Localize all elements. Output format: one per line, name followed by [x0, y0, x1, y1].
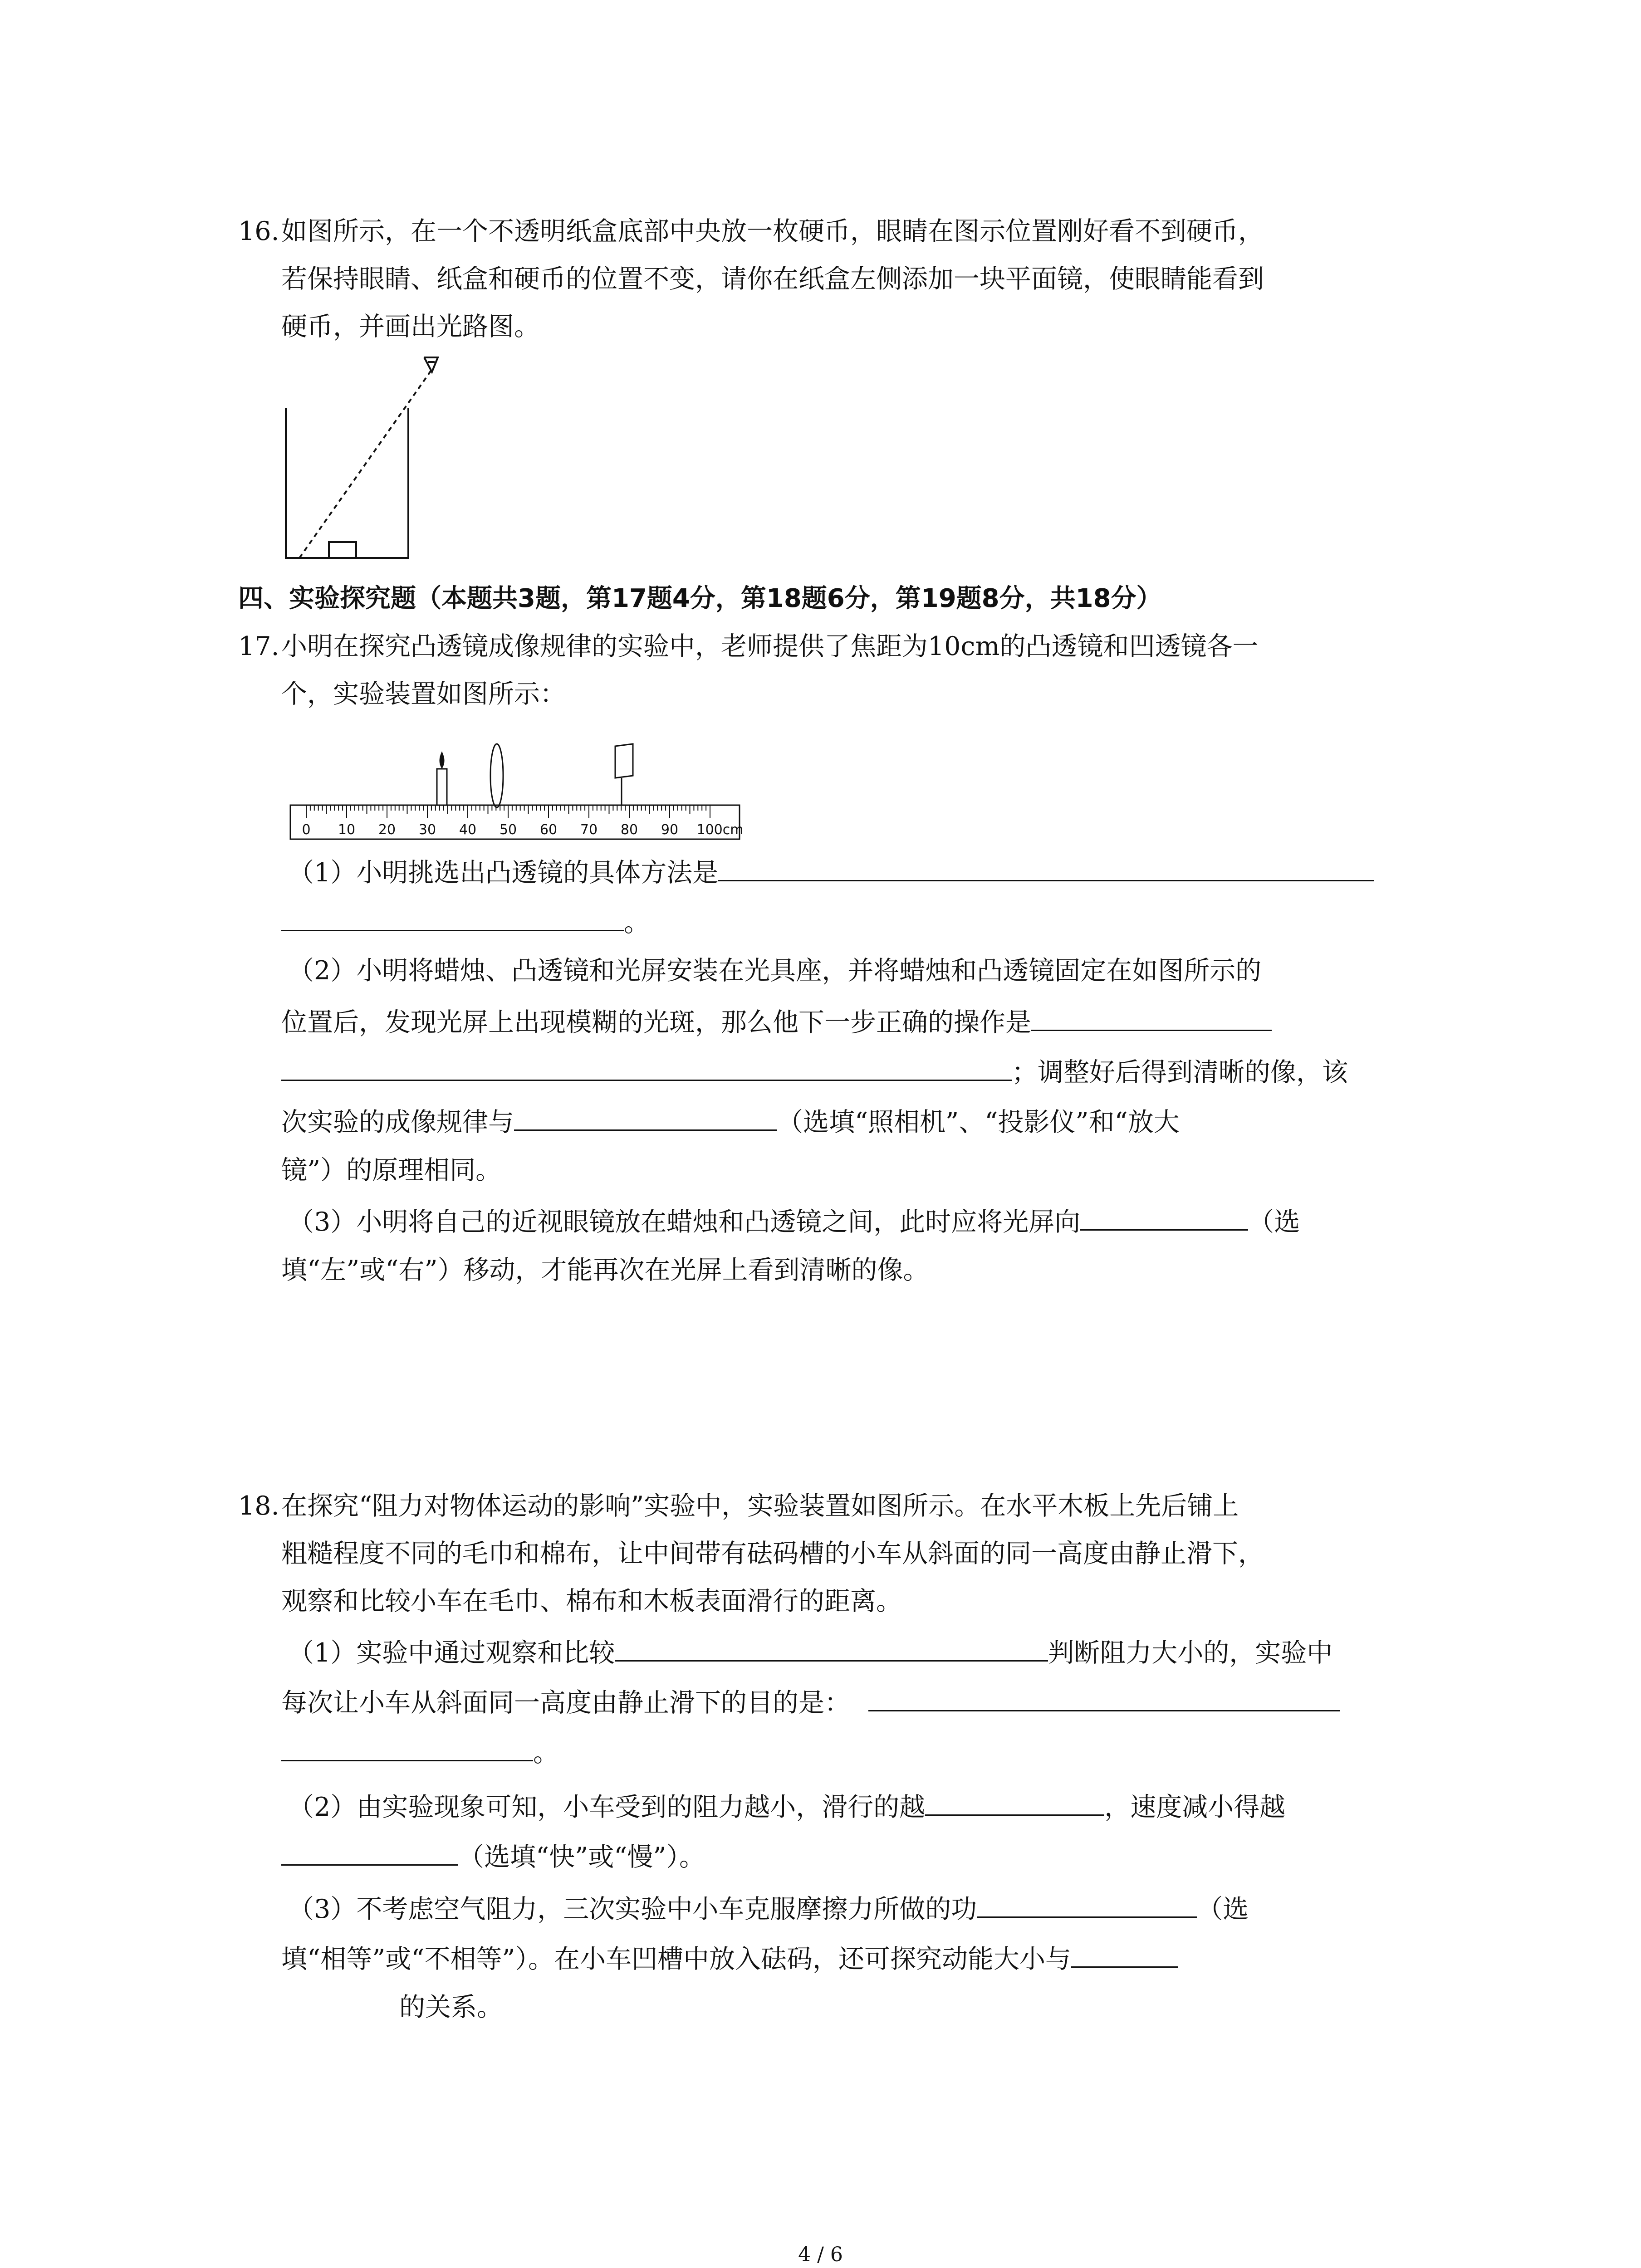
q18-answer-6-blank[interactable]: [1071, 1939, 1178, 1968]
paper-box: [286, 408, 408, 558]
ruler-label: 80: [620, 822, 638, 838]
q18-p1-text-1: （1）实验中通过观察和比较: [288, 1638, 615, 1668]
q18-p2-text-mid: ，速度减小得越: [1104, 1792, 1286, 1822]
q17-p2-text-2: 位置后，发现光屏上出现模糊的光斑，那么他下一步正确的操作是: [281, 1007, 1031, 1037]
q18-p3-text-1: （3）不考虑空气阻力，三次实验中小车克服摩擦力所做的功: [288, 1894, 977, 1924]
q18-answer-2-blank[interactable]: [868, 1683, 1340, 1711]
q18-p3-line-1: [288, 1889, 1249, 1927]
q17-p2-text-4: 次实验的成像规律与: [281, 1107, 514, 1137]
ruler-label: 100cm: [696, 822, 744, 838]
q17-p1-line-1: [288, 853, 1374, 891]
q16-line-1: [238, 213, 1264, 249]
section-4-title: 四、实验探究题（本题共3题，第17题4分，第18题6分，第19题8分，共18分）: [238, 584, 1162, 613]
ruler-label: 20: [378, 822, 396, 838]
q18-p3-text-3: 的关系。: [399, 1992, 503, 2022]
q18-text-1: 在探究“阻力对物体运动的影响”实验中，实验装置如图所示。在水平木板上先后铺上: [281, 1491, 1239, 1521]
q17-text-1: 小明在探究凸透镜成像规律的实验中，老师提供了焦距为10cm的凸透镜和凹透镜各一: [281, 631, 1259, 661]
q17-line-1: [238, 628, 1259, 665]
ruler-label: 70: [580, 822, 598, 838]
page-number: 4 / 6: [798, 2243, 843, 2266]
q18-answer-2-blank-cont[interactable]: [281, 1733, 533, 1761]
ruler-label: 50: [499, 822, 517, 838]
q18-p1-end: 。: [533, 1738, 559, 1768]
sight-line: [299, 367, 433, 558]
coin: [329, 542, 356, 558]
q18-number: 18.: [238, 1491, 279, 1521]
candle: [437, 753, 447, 805]
optical-bench-diagram: [286, 726, 749, 844]
q18-p1-line-3: [281, 1733, 559, 1771]
q17-answer-2-blank[interactable]: [1031, 1002, 1272, 1031]
q17-p1-end: 。: [624, 908, 650, 938]
q18-answer-5-blank[interactable]: [977, 1889, 1197, 1918]
q17-answer-4-blank[interactable]: [1080, 1202, 1248, 1231]
q18-answer-3-blank[interactable]: [925, 1787, 1104, 1816]
ruler-label: 90: [661, 822, 679, 838]
q18-p1-text-1-end: 判断阻力大小的，实验中: [1048, 1638, 1333, 1668]
q17-p3-line-1: [288, 1202, 1300, 1240]
q18-p2-text-2: （选填“快”或“慢”）。: [458, 1842, 705, 1872]
q17-p3-text-1: （3）小明将自己的近视眼镜放在蜡烛和凸透镜之间，此时应将光屏向: [288, 1207, 1081, 1237]
q18-p3-text-1-end: （选: [1197, 1894, 1249, 1924]
ruler-label: 0: [302, 822, 311, 838]
q18-answer-4-blank[interactable]: [281, 1837, 458, 1866]
q16-box-diagram: [272, 354, 463, 567]
q17-p2-text-5: 镜”）的原理相同。: [281, 1155, 502, 1185]
q18-p2-line-1: [288, 1787, 1285, 1825]
ruler-label: 40: [459, 822, 477, 838]
q17-number: 17.: [238, 631, 279, 661]
q17-p2-line-3: [281, 1052, 1348, 1090]
q16-text-3: 硬币，并画出光路图。: [281, 312, 540, 342]
q17-p2-line-4: [281, 1102, 1180, 1140]
convex-lens: [490, 744, 503, 807]
q17-answer-1-blank[interactable]: [718, 853, 1374, 881]
q17-p2-text-3: ；调整好后得到清晰的像，该: [1012, 1057, 1348, 1087]
q17-p2-text-1: （2）小明将蜡烛、凸透镜和光屏安装在光具座，并将蜡烛和凸透镜固定在如图所示的: [288, 956, 1262, 986]
q18-p2-line-2: [281, 1837, 705, 1875]
light-screen: [615, 744, 633, 805]
q17-p2-text-4-end: （选填“照相机”、“投影仪”和“放大: [777, 1107, 1180, 1137]
ruler-label: 10: [338, 822, 356, 838]
q18-p2-text-1: （2）由实验现象可知，小车受到的阻力越小，滑行的越: [288, 1792, 926, 1822]
q16-number: 16.: [238, 216, 279, 246]
q18-answer-1-blank[interactable]: [615, 1633, 1048, 1662]
ruler-label: 60: [539, 822, 558, 838]
q16-text-1: 如图所示，在一个不透明纸盒底部中央放一枚硬币，眼睛在图示位置刚好看不到硬币，: [281, 216, 1264, 246]
q18-p3-text-2: 填“相等”或“不相等”）。在小车凹槽中放入砝码，还可探究动能大小与: [281, 1944, 1072, 1974]
q17-answer-2-blank-cont[interactable]: [281, 1052, 1012, 1081]
q18-p1-text-2: 每次让小车从斜面同一高度由静止滑下的目的是：: [281, 1688, 850, 1718]
ruler-label: 30: [418, 822, 436, 838]
q17-p3-text-2: 填“左”或“右”）移动，才能再次在光屏上看到清晰的像。: [281, 1255, 929, 1285]
q18-text-2: 粗糙程度不同的毛巾和棉布，让中间带有砝码槽的小车从斜面的同一高度由静止滑下，: [281, 1539, 1264, 1569]
q16-text-2: 若保持眼睛、纸盒和硬币的位置不变，请你在纸盒左侧添加一块平面镜，使眼睛能看到: [281, 264, 1264, 294]
q17-p1-line-2: [281, 903, 650, 941]
eye-icon: [424, 357, 438, 372]
q18-p1-line-2: [281, 1683, 1340, 1721]
q18-line-1: [238, 1488, 1239, 1524]
q17-text-2: 个，实验装置如图所示：: [281, 679, 566, 709]
q18-text-3: 观察和比较小车在毛巾、棉布和木板表面滑行的距离。: [281, 1586, 902, 1616]
q17-p3-text-1-end: （选: [1248, 1207, 1300, 1237]
q17-p2-line-2: [281, 1002, 1272, 1041]
q17-answer-3-blank[interactable]: [514, 1102, 777, 1131]
q17-answer-1-blank-cont[interactable]: [281, 903, 624, 931]
q18-p1-line-1: [288, 1633, 1332, 1671]
q17-p1-text: （1）小明挑选出凸透镜的具体方法是: [288, 858, 719, 888]
q18-p3-line-2: [281, 1939, 1178, 1977]
